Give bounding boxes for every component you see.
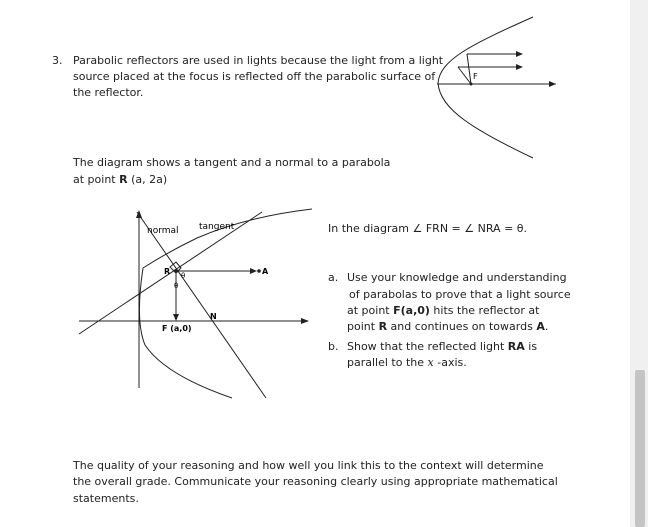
N-label: N xyxy=(210,312,217,321)
point-A xyxy=(257,269,261,273)
part-b-line-1: Show that the reflected light RA is xyxy=(347,340,538,353)
part-a-line-4: point R and continues on towards A. xyxy=(347,320,549,333)
parabola-curve-lower xyxy=(139,268,232,398)
intro-line-3: the reflector. xyxy=(73,86,144,99)
part-a-line-2: of parabolas to prove that a light source xyxy=(349,288,571,301)
part-b-label: b. xyxy=(328,340,339,353)
question-number: 3. xyxy=(52,54,63,67)
reflector-focus-label: F xyxy=(473,72,478,81)
part-a-label: a. xyxy=(328,271,339,284)
diagram-desc-line-2: at point R (a, 2a) xyxy=(73,173,168,186)
part-a-line-3: at point F(a,0) hits the reflector at xyxy=(347,304,540,317)
intro-line-2: source placed at the focus is reflected off the parabolic surface of xyxy=(73,70,436,83)
normal-label: normal xyxy=(147,226,179,236)
normal-line xyxy=(137,212,266,398)
R-label: R xyxy=(164,267,171,276)
A-label: A xyxy=(262,267,269,276)
tangent-label: tangent xyxy=(199,222,235,232)
diagram-desc-line-1: The diagram shows a tangent and a normal to a parabola xyxy=(73,156,391,169)
intro-line-1: Parabolic reflectors are used in lights because the light from a light xyxy=(73,54,444,67)
F-label: F (a,0) xyxy=(162,324,192,333)
closing-line-2: the overall grade. Communicate your reasoning clearly using appropriate mathematical xyxy=(73,475,558,488)
theta-label-2: θ xyxy=(174,282,179,290)
parabola-curve xyxy=(143,209,312,268)
theta-label-1: θ xyxy=(181,272,186,280)
angle-statement: In the diagram ∠ FRN = ∠ NRA = θ. xyxy=(328,222,528,235)
part-a-line-1: Use your knowledge and understanding xyxy=(347,271,567,284)
part-b-line-2: parallel to the x -axis. xyxy=(347,356,467,369)
closing-line-1: The quality of your reasoning and how well you link this to the context will determine xyxy=(73,459,544,472)
closing-line-3: statements. xyxy=(73,492,139,505)
point-R xyxy=(174,269,178,273)
